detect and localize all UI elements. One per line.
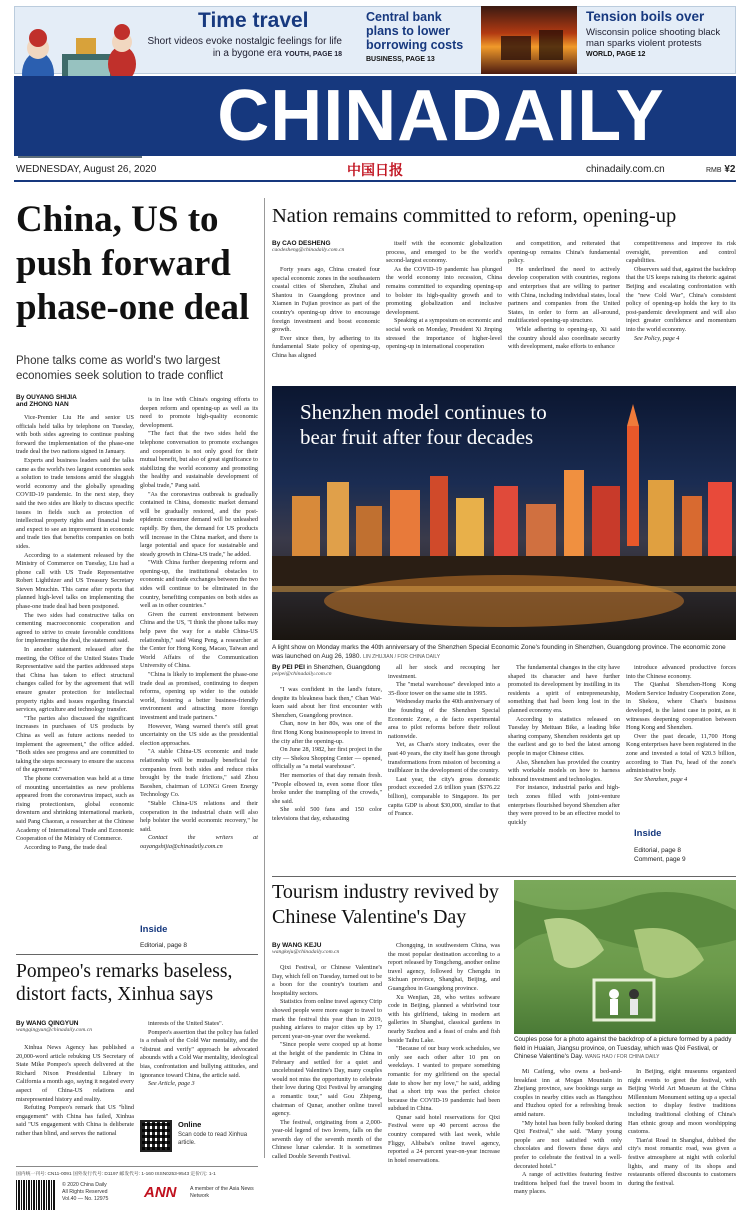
pompeo-byline: By WANG QINGYUN wangqingyun@chinadaily.com.cn [16, 1020, 92, 1033]
lead-headline[interactable]: China, US to push forward phase-one deal [16, 199, 250, 328]
shenzhen-byline: By PEI PEI in Shenzhen, Guangdong peipei@chinadaily.com.cn [272, 664, 381, 677]
reform-byline: By CAO DESHENG caodesheng@chinadaily.com.cn [272, 240, 345, 253]
lead-col1: Vice-Premier Liu He and senior US officials held talks by telephone on Tuesday, with both sides agreeing to continue pushing forward the implementation of the phase-one trade deal the two nations signed in January. Experts and business leaders said the talks came as the world's two largest economies seek a solution to trade tensions amid the sluggish world economy and the globally spreading COVID-19 pandemic. In the next step, they said the two sides are likely to discuss specific issues in fields such as protection of intellectual property rights and financial trade and expect to see an improvement in economic and trade ties that benefits companies on both sides. According to a statement released by the Ministry of Commerce on Tuesday, Liu had a phone call with US Trade Representative Robert Lighthizer and US Treasury Secretary Steven Mnuchin. This came after reports that planned high-level talks on implementing the phase-one trade deal had been postponed. The two sides had constructive talks on cementing macroeconomic cooperation and agreed to strive to create favorable conditions for implementing the deal, the statement said. In another statement released after the meeting, the Office of the United States Trade Representative said the parties addressed steps that China has taken to effect structural changes called for by the agreement that will ensure greater protection for intellectual property rights and issues regarding financial services, agriculture and technology transfer. "The parties also discussed the significant increases in purchases of US products by China as well as future actions needed to implement the agreement," the office added. "Both sides see progress and are committed to taking the steps necessary to ensure the success of the agreement." The phone conversation was held at a time of mounting uncertainties as new problems appeared from the coronavirus impact, such as rising protectionism, global economic downturn and shrinking international markets, said Pang Chaoran, a researcher at the Chinese Academy of International Trade and Economic Cooperation of the Ministry of Commerce. According to Pang, the trade deal [16, 414, 134, 851]
shenzhen-caption: A light show on Monday marks the 40th anniversary of the Shenzhen Special Economic Zone's founding in Shenzhen, Guangdong province. The economic zone was launched on Aug 26, 1980. LIN ZHUJIAN / FOR CHINA DAILY [272, 644, 726, 660]
tourism-col1: Qixi Festival, or Chinese Valentine's Day, which fell on Tuesday, turned out to be a boon for the country's tourism and hospitality sectors. Statistics from online travel agency Ctrip showed people were more eager to travel to mark the festival this year than in 2019, pushing airfares to major cities up by 17 percent year-on-year over the weekend. "Since people were cooped up at home at the height of the pandemic in China in February and settled for a quiet and uncelebrated Valentine's Day, many couples would not miss the opportunity to celebrate their love during Qixi Festival by arranging a romantic tour," said Gou Zhipeng, chairman of Qunar, another online travel agency. The festival, originating from a 2,000-year-old legend of two lovers, falls on the seventh day of the seventh month of the Chinese lunar calendar. It is sometimes called Double Seventh Festival. [272, 964, 382, 1161]
shenzhen-inside-list [634, 846, 686, 864]
reform-col2: itself with the economic globalization process, and emerged to be the world's second-largest economy. As the COVID-19 pandemic has plunged the world economy into recession, China remains committed to expanding opening-up to bolster its high-quality growth and to promoting globalization and inclusive development. Speaking at a symposium on economic and social work on Monday, President Xi Jinping stressed the importance of higher-level opening-up in international cooperation [386, 240, 502, 351]
pompeo-headline[interactable]: Pompeo's remarks baseless, distort facts, Xinhua says [16, 961, 233, 1005]
teaser-central-bank[interactable] [366, 10, 476, 63]
masthead-rule [14, 180, 736, 182]
reform-col4: competitiveness and improve its risk oversight, prevention and control capabilities. Observers said that, against the backdrop that the US keeps raising its rhetoric against Beijing and escalating confrontation with the "new Cold War", China's consistent policy of opening-up holds the key to its post-pandemic development and will also inject greater confidence and momentum into the world economy. See Policy, page 4 [626, 240, 736, 342]
teaser-section: WORLD, PAGE 12 [586, 51, 646, 58]
price-label: RMB [706, 167, 722, 174]
online-label: Online [178, 1120, 202, 1129]
teaser-section: BUSINESS, PAGE 13 [366, 56, 435, 63]
shenzhen-col2: all her stock and recouping her investment. The "metal warehouse" developed into a 35-floor tower on the same site in 1995. Wednesday marks the 40th anniversary of the founding of the Shenzhen Special Economic Zone, a de facto experimental area to pilot reforms before their rollout nationwide. Yet, as Chan's story indicates, over the past 40 years, the city itself has gone through transformations from mission of becoming a trailblazer in the development of the country. Last year, the city's gross domestic product exceeded 2.6 trillion yuan ($376.22 billion), comparable to Singapore. Its per capita GDP is about $30,000, similar to that of France. [388, 664, 500, 818]
ann-logo: ANN [144, 1184, 177, 1201]
tourism-caption: Couples pose for a photo against the backdrop of a picture formed by a paddy field in Huaian, Jiangsu province, on Tuesday, which was Qixi Festival, or Chinese Valentine's Day. WANG HAO / FOR CHINA DAILY [514, 1036, 732, 1060]
shenzhen-inside-label: Inside [634, 828, 662, 839]
teaser-desc: Short videos evoke nostalgic feelings for life in a bygone era [147, 36, 342, 59]
masthead-date: WEDNESDAY, August 26, 2020 [16, 164, 157, 175]
masthead-logo[interactable]: CHINADAILY [217, 76, 665, 156]
masthead-site[interactable]: chinadaily.com.cn [586, 164, 665, 175]
masthead-chinese: 中国日报 [347, 164, 403, 179]
barcode [16, 1180, 56, 1210]
reform-col1: Forty years ago, China created four special economic zones in the southeastern coastal cities of Shenzhen, Zhuhai and Shantou in Guangdong province and Xiamen in Fujian province as part of the country's opening-up drive to encourage foreign investment and boost economic growth. Ever since then, by adhering to its fundamental State policy of opening-up, China has aligned [272, 266, 380, 359]
reform-col3: and competition, and reiterated that opening-up remains China's fundamental policy. He underlined the need to actively develop cooperation with countries, regions and enterprises that are willing to partner with China, including individual states, local partners and companies from the United States, in order to form an all-around, multifaceted opening-up structure. While adhering to opening-up, Xi said the country should also coordinate security with development, make efforts to enhance [508, 240, 620, 351]
teaser-desc: Wisconsin police shooting black man sparks violent protests [586, 27, 721, 49]
teaser-tension[interactable] [586, 9, 734, 58]
tourism-photo [514, 880, 736, 1034]
shenzhen-headline[interactable]: Shenzhen model continues to bear fruit after four decades [300, 400, 547, 449]
shenzhen-col3: The fundamental changes in the city have shaped its character and have further promoted its development by instilling in its residents a spirit of entrepreneurship, something that had been long lost in the planned economy era. According to statistics released on Tuesday by Meituan Bike, a leading bike sharing company, Shenzhen residents get up the earliest and go to bed the latest among people in major Chinese cities. Also, Shenzhen has provided the country with workable models on how to harness inbound investment and technologies. For instance, industrial parks and high-tech zones filled with joint-venture enterprises flourished beyond Shenzhen after they were proved to be an effective model to quickly [508, 664, 620, 826]
pompeo-col2: interests of the United States". Pompeo's assertion that the policy has failed is a rehash of the Cold War mentality, and the "distrust and verify" approach he advocated abounds with a Cold War mentality, ideological bias, confrontation and bullying attitudes, and ignorance toward China, the article said. See Article, page 3 [140, 1020, 258, 1088]
reform-headline[interactable]: Nation remains committed to reform, opening-up [272, 205, 677, 227]
teaser-title: Time travel [198, 9, 309, 32]
lead-col2: is in line with China's ongoing efforts to deepen reform and opening-up as well as its need to promote high-quality economic development. "The fact that the two sides held the telephone conversation to promote exchanges and cooperation is not only good for their mutual benefit, but also of great significance to stabilizing the world economy and promoting the healthy and sustainable development of global trade," Pang said. "As the coronavirus outbreak is gradually contained in China, domestic market demand will be gradually restored, and the post-epidemic consumer demand will be unleashed rapidly. By then, the demand for US products will increase in the China market, and there is large potential and space for sustainable and steady growth in China-US trade," he added. "With China further deepening reform and opening-up, the institutional obstacles to economic and trade exchanges between the two sides will continue to be eliminated in the country, benefiting companies on both sides as well as in other countries." Given the current environment between China and the US, "I think the phone talks may help pave the way for a stable China-US relationship," said Wang Peng, a researcher at the Center for Hong Kong, Macao, Taiwan and World Affairs of the Communication University of China. "China is likely to implement the phase-one trade deal as promised, continuing to deepen reforms, opening up wider to the outside world, fostering a better business-friendly environment and attracting more foreign investment and trade partners." However, Wang warned there's still great uncertainty on the US side as the presidential election approaches. "A stable China-US economic and trade relationship will be mutually beneficial for companies from both sides and reduce risks brought by the trade frictions," said Zhou Baoshen, chairman of LONGi Green Energy Technology Co. "Stable China-US relations and their cooperation in the industrial chain will also help bolster the world economic recovery," he said. Contact the writers at ouyangshijia@chinadaily.com.cn [140, 396, 258, 850]
lead-inside-item[interactable]: Editorial, page 8 [140, 942, 187, 949]
shenzhen-col4: introduce advanced productive forces into the Chinese economy. The Qianhai Shenzhen-Hong Kong Modern Service Industry Cooperation Zone, in Shekou, where Chan's business developed, is the latest case in point, as it witnesses deepening cooperation between Hong Kong and Shenzhen. Over the past decade, 11,700 Hong Kong enterprises have been registered in the zone and invested a total of ¥20.3 billion, according to Tian Fu, head of the zone's administrative body. See Shenzhen, page 4 [626, 664, 736, 783]
tourism-byline: By WANG KEJU wangkeju@chinadaily.com.cn [272, 942, 340, 955]
lead-inside-label: Inside [140, 924, 168, 935]
shenzhen-col1: "I was confident in the land's future, despite its bleakness back then," Chan Wai-kuen said about her first encounter with Shenzhen, Guangdong province. Chan, now in her 80s, was one of the first Hong Kong businesspeople to invest in the city after the opening-up. On June 28, 1982, her first project in the city — Shekou Shopping Center — opened, officially as "a metal warehouse". Her memories of that day remain fresh. "People elbowed in, even some floor tiles broke under the trampling of the crowds," she said. She sold 500 fans and 150 color televisions that day, exhausting [272, 686, 382, 822]
online-note: Scan code to read Xinhua article. [178, 1132, 248, 1146]
lead-deck: Phone talks come as world's two largest economies seek solution to trade conflict [16, 355, 224, 382]
tourism-col3: Mi Caifeng, who owns a bed-and-breakfast inn at Mogan Mountain in Zhejiang province, saw bookings surge as couples in nearby cities such as Hangzhou and Huzhou opted for a refreshing break amid nature. "My hotel has been fully booked during Qixi Festival," she said. "Many young people are not satisfied with only chocolates and flowers these days and prefer to celebrate the festival in a well-decorated hotel." A range of activities featuring festive traditions helped fuel the travel boom in many places. [514, 1068, 622, 1196]
inside-item[interactable]: Editorial, page 8 [634, 847, 681, 854]
tourism-col2: Chongqing, in southwestern China, was the most popular destination according to a report released by Tongcheng, another online travel agency, followed by Chengdu in Sichuan province, Shanghai, Beijing, and Guangzhou in Guangdong province. Xu Wenjian, 28, who writes software code in Beijing, planned a whirlwind tour with his girlfriend, taking in modern art galleries in Shanghai, classical gardens in nearby Suzhou and a feast of crabs and fish beside Taihu Lake. "Because of our busy work schedules, we only see each other after 10 pm on weekdays. I wanted to prepare something romantic for my girlfriend on the special date to show her my love," he said, adding that a short trip was the perfect choice because the COVID-19 pandemic had been subdued in China. Qunar said hotel reservations for Qixi Festival were up 40 percent across the country compared with last week, while Fliggy, Alibaba's online travel agency, reported a 24 percent year-on-year increase in hotel reservations. [388, 942, 500, 1164]
teaser-title: Tension boils over [586, 9, 705, 24]
teaser-photo-fire [481, 6, 577, 74]
qr-code[interactable] [140, 1120, 172, 1152]
tourism-headline[interactable]: Tourism industry revived by Chinese Valentine's Day [272, 881, 499, 928]
tourism-col4: In Beijing, eight museums organized night events to greet the festival, with Beijing World Art Museum at the China Millennium Monument setting up a special section to display festive traditions including traditional clothing of China's Han ethnic group and moon worshipping customs. Tian'ai Road in Shanghai, dubbed the city's most romantic road, was given a festive atmosphere at night with colorful lights, and many of its shops and restaurants offered discounts to customers during the festival. [628, 1068, 736, 1187]
ann-note: A member of the Asia News Network [190, 1186, 254, 1199]
footer-copyright: © 2020 China Daily All Rights Reserved Vol.40 — No. 12975 [62, 1182, 109, 1202]
footer-codes: 国内统一刊号: CN11-0091 国外发行代号: D1197 邮发代号: 1-160 ISSN0253-9543 定价/元: 1-1 [16, 1172, 216, 1177]
teaser-time-travel[interactable] [146, 9, 342, 61]
teaser-section: YOUTH, PAGE 18 [284, 51, 342, 58]
teaser-title: Central bank plans to lower borrowing costs [366, 10, 464, 52]
inside-item[interactable]: Comment, page 9 [634, 856, 686, 863]
lead-byline: By OUYANG SHIJIA and ZHONG NAN [16, 394, 77, 408]
price-value: ¥2 [724, 164, 736, 175]
pompeo-col1: Xinhua News Agency has published a 20,000-word article rebuking US Secretary of State Mike Pompeo's speech delivered at the Richard Nixon Presidential Library in California a month ago, saying it negated every aspect of China-US relations and misrepresented history and reality. Refuting Pompeo's remark that US "blind engagement" with China has failed, Xinhua said "US engagement with China is deliberate rather than blind, and serves the national [16, 1044, 134, 1137]
